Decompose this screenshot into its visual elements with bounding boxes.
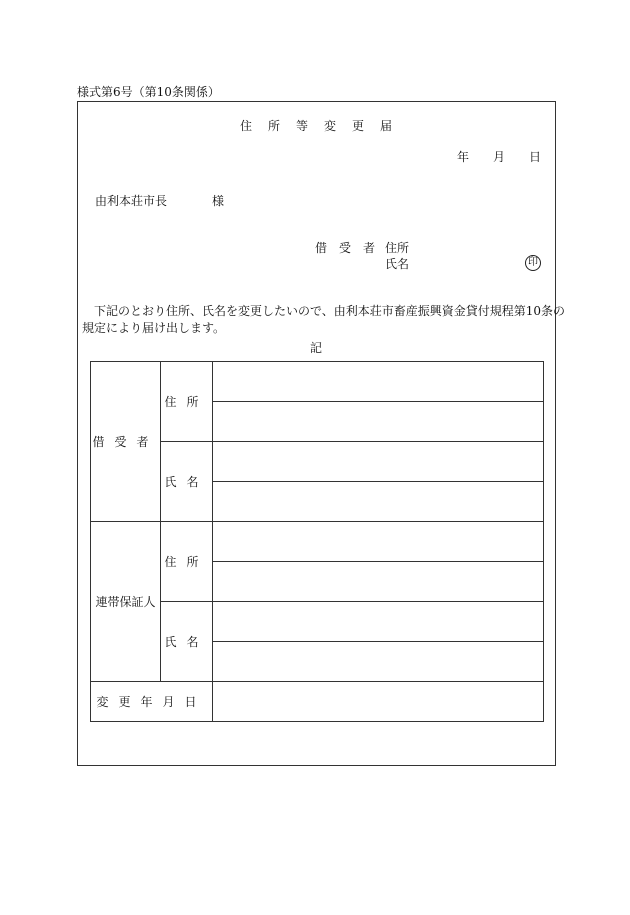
guarantor-label: 連帯保証人: [91, 522, 161, 682]
date-day-label: 日: [529, 150, 542, 164]
guarantor-address-label: 住所: [161, 522, 213, 602]
form-title: 住所等変更届: [240, 119, 409, 133]
borrower-label: 借受者: [91, 362, 161, 522]
guarantor-address-after[interactable]: [213, 562, 544, 602]
applicant-address-label: 住所: [385, 241, 410, 255]
change-date-label: 変更年月日: [91, 682, 213, 722]
borrower-name-after[interactable]: [213, 482, 544, 522]
ki-label: 記: [310, 341, 323, 355]
change-table: [90, 361, 544, 722]
guarantor-name-after[interactable]: [213, 642, 544, 682]
body-paragraph: [82, 303, 566, 337]
body-line-1: 下記のとおり住所、氏名を変更したいので、由利本荘市畜産振興資金貸付規程第10条の: [94, 304, 566, 318]
guarantor-name-label: 氏名: [161, 602, 213, 682]
addressee-honorific: 様: [212, 194, 225, 208]
date-year-label: 年: [457, 150, 470, 164]
borrower-address-label: 住所: [161, 362, 213, 442]
date-month-label: 月: [493, 150, 506, 164]
borrower-address-before[interactable]: [213, 362, 544, 402]
guarantor-name-before[interactable]: [213, 602, 544, 642]
seal-icon: 印: [525, 255, 541, 271]
borrower-address-after[interactable]: [213, 402, 544, 442]
body-line-2: 規定により届け出します。: [82, 321, 226, 335]
change-date-field[interactable]: [213, 682, 544, 722]
applicant-role: 借受者: [315, 241, 388, 255]
borrower-name-label: 氏名: [161, 442, 213, 522]
form-number: 様式第6号（第10条関係）: [77, 85, 220, 99]
applicant-name-label: 氏名: [385, 257, 410, 271]
addressee-name: 由利本荘市長: [95, 194, 168, 208]
borrower-name-before[interactable]: [213, 442, 544, 482]
guarantor-address-before[interactable]: [213, 522, 544, 562]
